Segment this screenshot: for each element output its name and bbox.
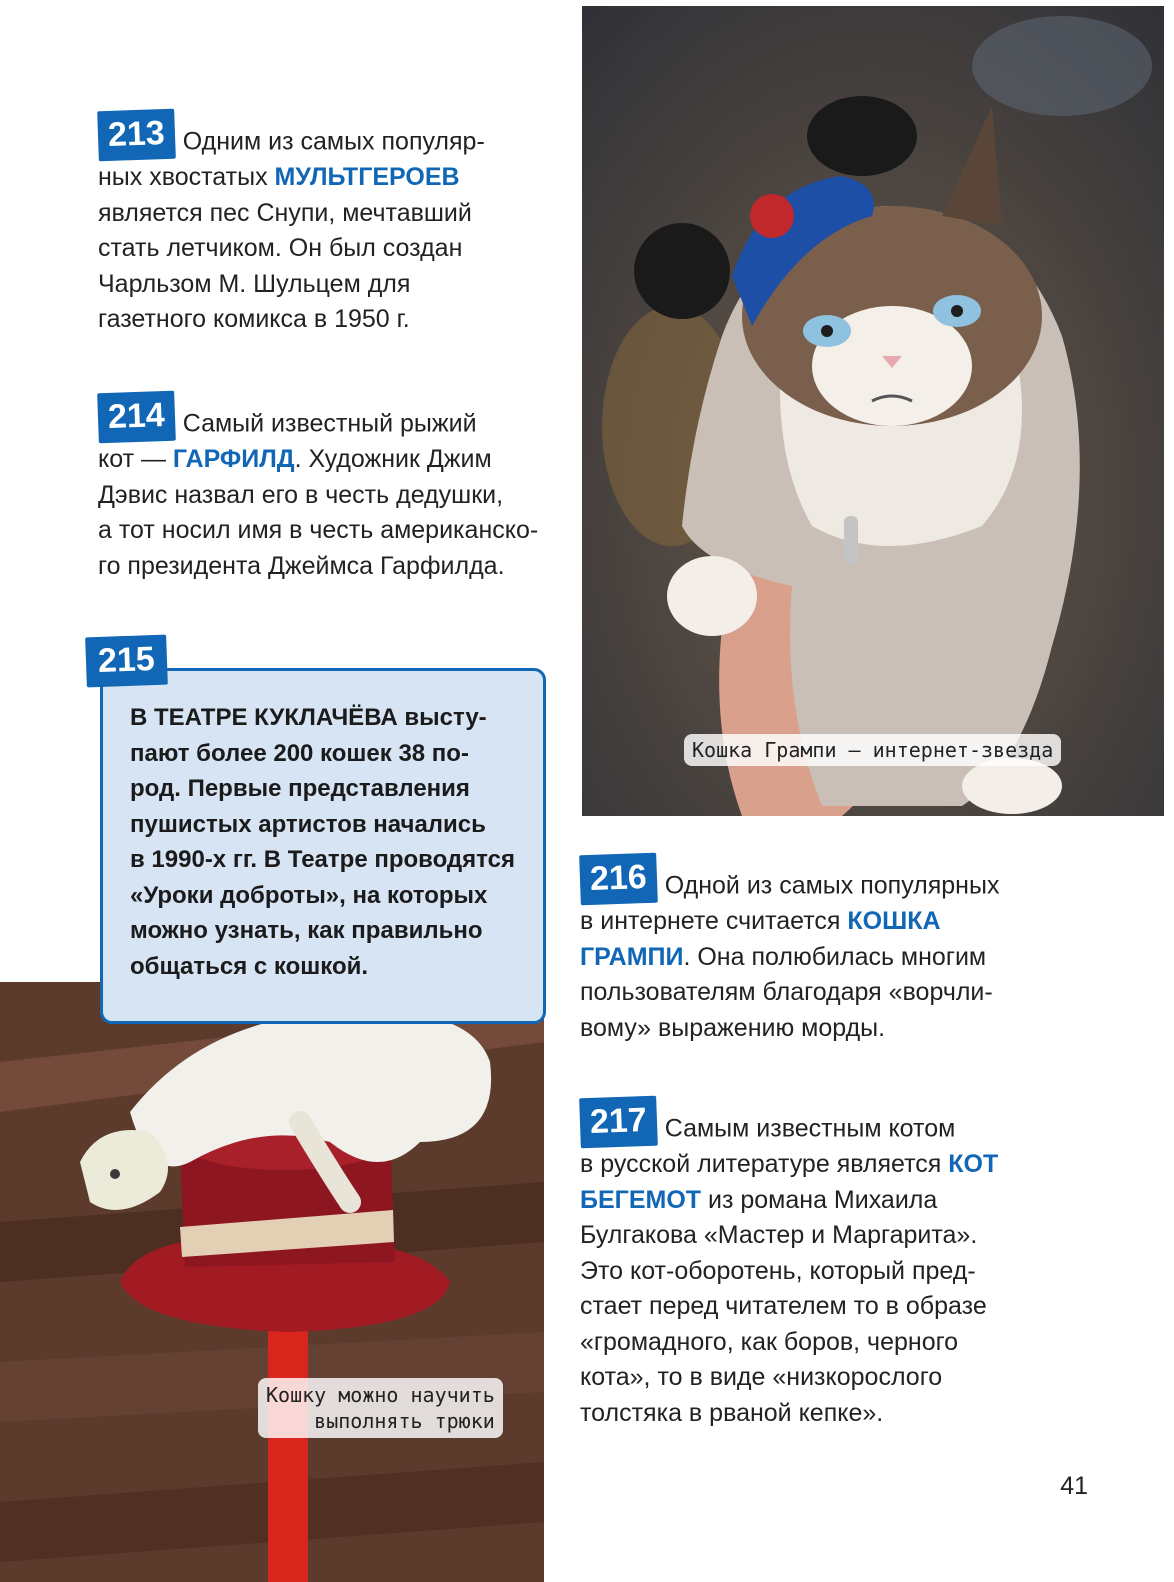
trick-caption-line2: выполнять трюки xyxy=(314,1409,495,1433)
fact-text: Одной из самых популярных xyxy=(664,871,1000,900)
highlight-term: ГАРФИЛД xyxy=(172,445,295,473)
fact-text: Булгакова «Мастер и Маргарита». xyxy=(580,1221,978,1249)
fact-text: Самый известный рыжий xyxy=(182,409,477,438)
fact-text: пают более 200 кошек 38 по- xyxy=(130,739,469,767)
fact-text: стать летчиком. Он был создан xyxy=(98,234,463,262)
grumpy-cat-photo xyxy=(582,6,1164,816)
fact-text: можно узнать, как правильно xyxy=(130,917,483,944)
fact-text: Одним из самых популяр- xyxy=(182,127,485,156)
fact-text: Это кот-оборотень, который пред- xyxy=(580,1256,976,1285)
fact-213 xyxy=(98,110,558,338)
fact-217 xyxy=(580,1097,1050,1431)
fact-text: «громадного, как боров, черного xyxy=(580,1327,959,1356)
highlight-term: КОШКА xyxy=(847,907,941,935)
trick-caption-line1: Кошку можно научить xyxy=(266,1383,495,1407)
highlight-term: МУЛЬТГЕРОЕВ xyxy=(274,163,460,191)
fact-text: го президента Джеймса Гарфилда. xyxy=(98,551,505,580)
fact-text: вому» выражению морды. xyxy=(580,1013,886,1042)
fact-text: общаться с кошкой. xyxy=(130,952,369,980)
grumpy-caption: Кошка Грампи — интернет-звезда xyxy=(684,734,1061,766)
fact-214 xyxy=(98,392,568,584)
fact-text: В ТЕАТРЕ КУКЛАЧЁВА высту- xyxy=(130,704,487,731)
trick-caption xyxy=(258,1378,503,1438)
fact-number-badge: 214 xyxy=(97,391,175,444)
fact-text: пушистых артистов начались xyxy=(130,810,486,838)
fact-text: стает перед читателем то в образе xyxy=(580,1292,987,1320)
page-number: 41 xyxy=(1060,1472,1088,1500)
fact-text: кот — xyxy=(98,445,173,473)
fact-number-badge: 216 xyxy=(579,853,657,906)
fact-text: кота», то в виде «низкорослого xyxy=(580,1363,943,1391)
fact-text: . Она полюбилась многим xyxy=(683,942,987,971)
fact-text: «Уроки доброты», на которых xyxy=(130,881,488,909)
fact-text: в русской литературе является xyxy=(580,1150,949,1178)
fact-text: ных хвостатых xyxy=(98,163,275,191)
fact-text: из романа Михаила xyxy=(701,1185,938,1214)
fact-text: Дэвис назвал его в честь дедушки, xyxy=(98,480,504,509)
fact-text: в интернете считается xyxy=(580,907,848,935)
fact-text: пользователям благодаря «ворчли- xyxy=(580,978,993,1006)
fact-215-text xyxy=(130,700,530,984)
fact-text: толстяка в рваной кепке». xyxy=(580,1398,884,1427)
fact-text: . Художник Джим xyxy=(294,445,492,473)
fact-text: является пес Снупи, мечтавший xyxy=(98,198,472,227)
fact-text: Самым известным котом xyxy=(664,1114,956,1143)
fact-text: газетного комикса в 1950 г. xyxy=(98,305,410,333)
cat-on-hat-photo xyxy=(0,982,544,1582)
fact-text: а тот носил имя в честь американско- xyxy=(98,516,539,544)
highlight-term: КОТ xyxy=(948,1150,999,1178)
fact-text: род. Первые представления xyxy=(130,775,470,802)
fact-number-badge: 213 xyxy=(97,109,175,162)
highlight-term: ГРАМПИ xyxy=(580,942,684,971)
fact-text: в 1990-х гг. В Театре проводятся xyxy=(130,846,515,873)
fact-216 xyxy=(580,854,1050,1046)
fact-number-badge: 215 xyxy=(85,635,167,688)
highlight-term: БЕГЕМОТ xyxy=(580,1185,702,1214)
fact-text: Чарльзом М. Шульцем для xyxy=(98,269,411,298)
fact-number-badge: 217 xyxy=(579,1096,657,1149)
